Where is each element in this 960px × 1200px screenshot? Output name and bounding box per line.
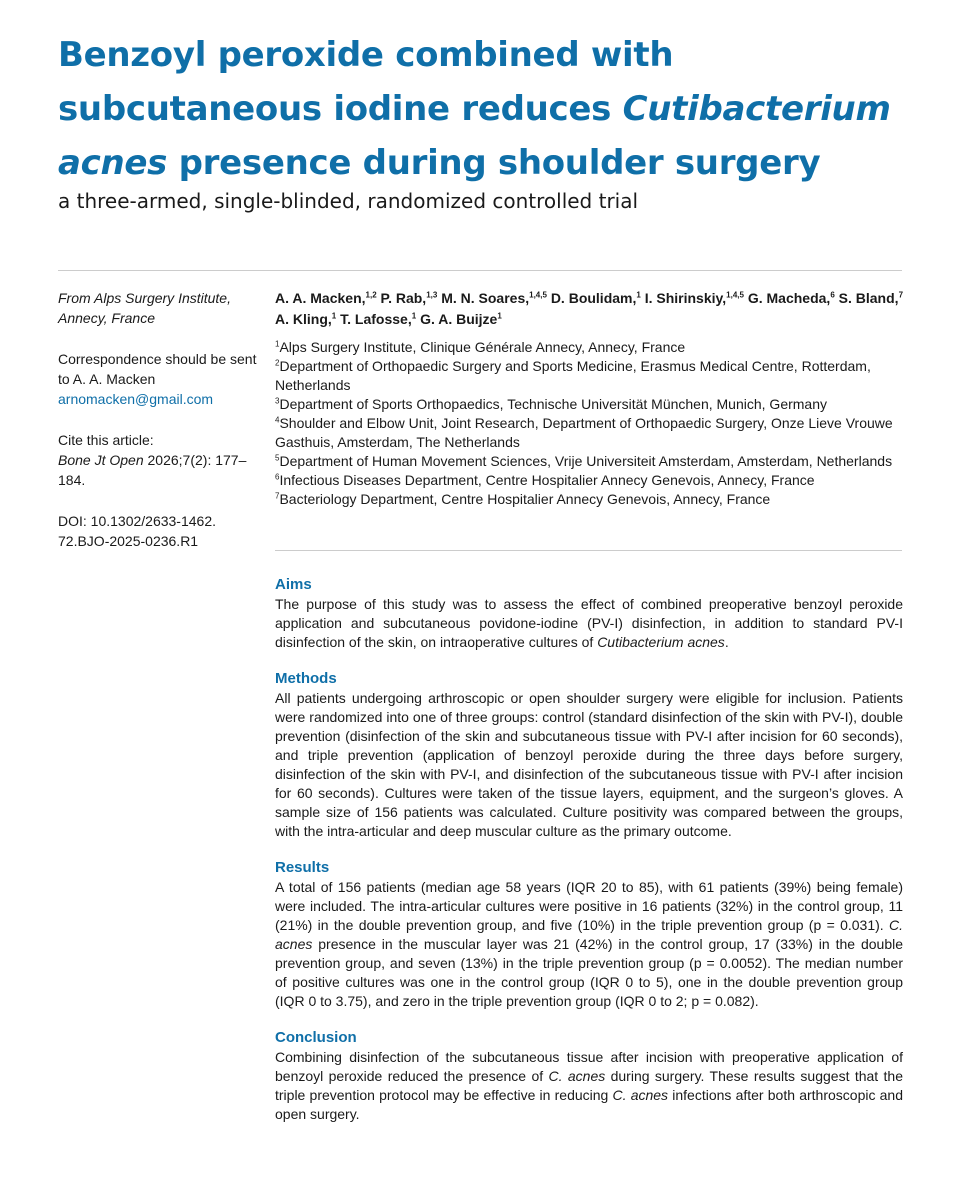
author: G. Macheda,$^6$ — [747, 290, 835, 306]
aims-paragraph: The purpose of this study was to assess the effect of combined preoperative benzoyl peroxide application and subcutaneous povidone-iodine (PV-I) disinfection, in addition to standard PV-I disinfection of the skin, on intraoperative cultures of Cutibacterium acnes. — [275, 596, 903, 650]
affiliation: $^3$Department of Sports Orthopaedics, Technische Universität München, Munich, Germany — [275, 396, 828, 412]
cite-details: 2026;7(2): 177–184. — [58, 452, 247, 488]
title-italic-species: acnes — [58, 143, 168, 183]
affiliation: $^5$Department of Human Movement Sciences, Vrije Universiteit Amsterdam, Amsterdam, Netherlands — [275, 453, 893, 469]
correspondence-text: Correspondence should be sent to A. A. Macken — [58, 351, 257, 387]
author: M. N. Soares,$^{1,4,5}$ — [441, 290, 547, 306]
author: A. Kling,$^1$ — [275, 311, 337, 327]
methods-heading: Methods — [275, 670, 337, 687]
header-divider — [58, 270, 902, 271]
author: S. Bland,$^7$ — [838, 290, 904, 306]
affiliation: $^7$Bacteriology Department, Centre Hospitalier Annecy Genevois, Annecy, France — [275, 491, 771, 507]
author: P. Rab,$^{1,3}$ — [380, 290, 438, 306]
sidebar-citation — [58, 430, 258, 490]
methods-paragraph: All patients undergoing arthroscopic or open shoulder surgery were eligible for inclusion. Patients were randomized into one of three groups: control (standard disinfection of the skin with PV-I), double prevention (disinfection of the skin and subcutaneous tissue with PV-I after incision for 60 seconds), and triple prevention (application of benzoyl peroxide during the three days before surgery, disinfection of the skin with PV-I, and disinfection of the subcutaneous tissue with PV-I after incision for 60 seconds). Cultures were taken of the tissue layers, equipment, and the surgeon’s gloves. A sample size of 156 patients was calculated. Culture positivity was compared between the groups, with the intra-articular and deep muscular culture as the primary outcome. — [275, 690, 903, 839]
sidebar-correspondence — [58, 349, 258, 409]
title-italic-genus: Cutibacterium — [622, 89, 891, 129]
sidebar-doi: DOI: 10.1302/2633-1462. 72.BJO-2025-0236.R1 — [58, 513, 217, 549]
affiliation: $^2$Department of Orthopaedic Surgery and Sports Medicine, Erasmus Medical Centre, Rotterdam, Netherlands — [275, 358, 871, 393]
cite-reference — [58, 450, 258, 490]
author: I. Shirinskiy,$^{1,4,5}$ — [644, 290, 744, 306]
author: D. Boulidam,$^1$ — [550, 290, 641, 306]
author: G. A. Buijze$^1$ — [420, 311, 502, 327]
aims-heading: Aims — [275, 576, 312, 593]
title-line1: Benzoyl peroxide combined with — [58, 35, 674, 75]
author: A. A. Macken,$^{1,2}$ — [275, 290, 377, 306]
conclusion-paragraph: Combining disinfection of the subcutaneous tissue after incision with preoperative application of benzoyl peroxide reduced the presence of C. acnes during surgery. These results suggest that the triple prevention protocol may be effective in reducing C. acnes infections after both arthroscopic and open surgery. — [275, 1049, 904, 1122]
cite-journal: Bone Jt Open — [58, 452, 144, 468]
affiliation: $^1$Alps Surgery Institute, Clinique Générale Annecy, Annecy, France — [275, 339, 686, 355]
title-line3: presence during shoulder surgery — [167, 143, 821, 183]
author-list — [275, 288, 905, 330]
affiliation: $^4$Shoulder and Elbow Unit, Joint Research, Department of Orthopaedic Surgery, Onze Lieve Vrouwe Gasthuis, Amsterdam, The Netherlands — [275, 415, 893, 450]
affiliation: $^6$Infectious Diseases Department, Centre Hospitalier Annecy Genevois, Annecy, France — [275, 472, 815, 488]
abstract — [275, 575, 903, 1141]
results-heading: Results — [275, 859, 330, 876]
author: T. Lafosse,$^1$ — [340, 311, 417, 327]
article-subtitle: a three-armed, single-blinded, randomized controlled trial — [58, 189, 639, 213]
article-title — [58, 28, 918, 190]
results-paragraph: A total of 156 patients (median age 58 years (IQR 20 to 85), with 61 patients (39%) being female) were included. The intra-articular cultures were positive in 16 patients (32%) in the control group, 11 (21%) in the double prevention group, and five (10%) in the triple prevention group (p = 0.031). C. acnes presence in the muscular layer was 21 (42%) in the control group, 17 (33%) in the double prevention group, and seven (13%) in the triple prevention group (p = 0.0052). The median number of positive cultures was one in the control group (IQR 0 to 5), one in the double prevention group (IQR 0 to 3.75), and zero in the triple prevention group (IQR 0 to 2; p = 0.082). — [275, 879, 903, 1009]
sidebar — [58, 288, 258, 572]
cite-label: Cite this article: — [58, 432, 154, 448]
correspondence-email-link[interactable]: arnomacken@gmail.com — [58, 391, 214, 407]
conclusion-heading: Conclusion — [275, 1029, 357, 1046]
title-line2: subcutaneous iodine reduces — [58, 89, 623, 129]
affiliation-list — [275, 338, 905, 509]
abstract-divider — [275, 550, 902, 551]
sidebar-from: From Alps Surgery Institute, Annecy, France — [58, 290, 231, 326]
